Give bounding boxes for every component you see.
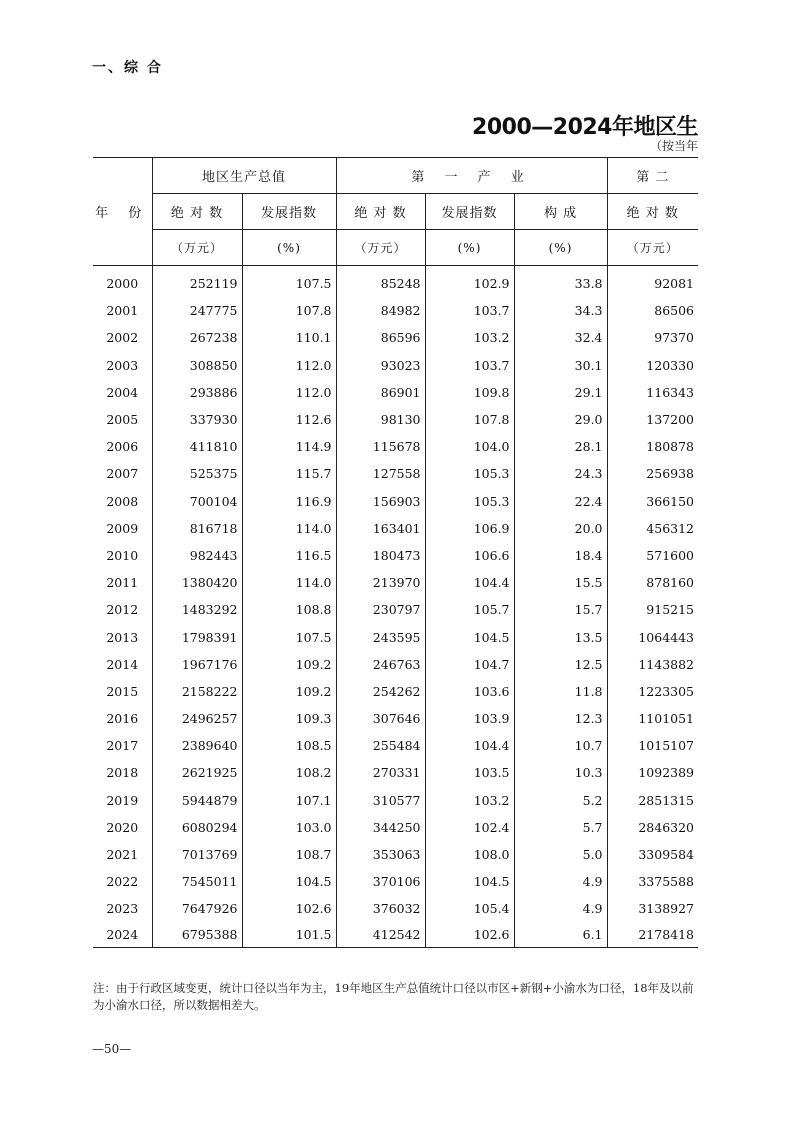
cell-primary-index: 107.8 <box>425 406 514 433</box>
cell-secondary-absolute: 878160 <box>646 575 695 591</box>
table-row <box>93 515 698 542</box>
cell-year: 2019 <box>93 787 152 814</box>
cell-year: 2023 <box>93 895 152 922</box>
cell-gdp-index: 114.0 <box>242 569 336 596</box>
table-row <box>93 923 698 948</box>
cell-primary-share: 12.3 <box>514 705 607 732</box>
cell-gdp-index: 114.9 <box>242 433 336 460</box>
cell-year: 2014 <box>93 651 152 678</box>
cell-primary-index: 104.7 <box>425 651 514 678</box>
cell-gdp-index: 108.2 <box>242 759 336 786</box>
cell-secondary-absolute: 2178418 <box>607 923 698 948</box>
cell-gdp-absolute: 411810 <box>152 433 242 460</box>
unit-primary-absolute: （万元） <box>336 230 425 266</box>
cell-primary-absolute: 370106 <box>336 868 425 895</box>
unit-secondary-absolute: （万元） <box>607 230 698 266</box>
cell-gdp-absolute: 1483292 <box>152 596 242 623</box>
cell-primary-share: 18.4 <box>514 542 607 569</box>
cell-primary-share: 10.7 <box>514 732 607 759</box>
cell-gdp-absolute: 2389640 <box>152 732 242 759</box>
cell-primary-index: 103.5 <box>425 759 514 786</box>
table-row <box>93 759 698 786</box>
cell-primary-index: 104.5 <box>425 623 514 650</box>
cell-gdp-absolute: 525375 <box>152 460 242 487</box>
cell-primary-absolute: 213970 <box>336 569 425 596</box>
table-subtitle: （按当年 <box>649 139 698 153</box>
cell-primary-absolute: 310577 <box>336 787 425 814</box>
table-row <box>93 352 698 379</box>
cell-gdp-index: 108.8 <box>242 596 336 623</box>
table-row <box>93 433 698 460</box>
cell-year: 2005 <box>93 406 152 433</box>
cell-secondary-absolute: 116343 <box>646 384 695 400</box>
cell-primary-absolute: 86596 <box>336 324 425 351</box>
cell-secondary-absolute: 120330 <box>646 357 695 373</box>
cell-primary-absolute: 255484 <box>336 732 425 759</box>
table-row <box>93 678 698 705</box>
table-row <box>93 651 698 678</box>
cell-primary-share: 15.7 <box>514 596 607 623</box>
cell-secondary-absolute: 180878 <box>646 439 695 455</box>
cell-primary-share: 29.0 <box>514 406 607 433</box>
cell-secondary-absolute: 1143882 <box>638 656 695 672</box>
cell-year: 2010 <box>93 542 152 569</box>
cell-primary-absolute: 180473 <box>336 542 425 569</box>
cell-gdp-index: 116.5 <box>242 542 336 569</box>
cell-year: 2017 <box>93 732 152 759</box>
cell-primary-index: 106.9 <box>425 515 514 542</box>
cell-primary-index: 102.9 <box>425 266 514 298</box>
cell-primary-absolute: 254262 <box>336 678 425 705</box>
cell-gdp-index: 115.7 <box>242 460 336 487</box>
cell-primary-share: 20.0 <box>514 515 607 542</box>
cell-primary-index: 108.0 <box>425 841 514 868</box>
cell-gdp-index: 112.6 <box>242 406 336 433</box>
cell-primary-absolute: 376032 <box>336 895 425 922</box>
table-body <box>93 266 698 948</box>
cell-year: 2008 <box>93 488 152 515</box>
cell-secondary-absolute: 137200 <box>646 412 695 428</box>
cell-secondary-absolute: 256938 <box>646 466 695 482</box>
cell-primary-share: 5.0 <box>514 841 607 868</box>
cell-gdp-index: 108.7 <box>242 841 336 868</box>
cell-gdp-index: 104.5 <box>242 868 336 895</box>
cell-primary-share: 30.1 <box>514 352 607 379</box>
cell-year: 2024 <box>93 923 152 948</box>
cell-secondary-absolute: 456312 <box>646 520 695 536</box>
cell-gdp-index: 107.1 <box>242 787 336 814</box>
cell-primary-share: 4.9 <box>514 868 607 895</box>
cell-primary-share: 24.3 <box>514 460 607 487</box>
cell-primary-index: 103.9 <box>425 705 514 732</box>
cell-year: 2004 <box>93 379 152 406</box>
page-number: —50— <box>92 1042 132 1056</box>
table-row <box>93 623 698 650</box>
cell-secondary-absolute: 366150 <box>646 493 695 509</box>
cell-gdp-absolute: 7545011 <box>152 868 242 895</box>
cell-gdp-absolute: 252119 <box>152 266 242 298</box>
cell-year: 2006 <box>93 433 152 460</box>
cell-gdp-absolute: 1380420 <box>152 569 242 596</box>
header-primary-absolute: 绝 对 数 <box>336 194 425 230</box>
cell-primary-share: 33.8 <box>514 266 607 298</box>
table-row <box>93 297 698 324</box>
cell-secondary-absolute: 92081 <box>654 276 695 292</box>
cell-gdp-absolute: 6080294 <box>152 814 242 841</box>
table-row <box>93 542 698 569</box>
cell-gdp-index: 110.1 <box>242 324 336 351</box>
cell-primary-index: 103.2 <box>425 324 514 351</box>
cell-gdp-absolute: 700104 <box>152 488 242 515</box>
cell-primary-absolute: 127558 <box>336 460 425 487</box>
cell-secondary-absolute: 3309584 <box>638 847 695 863</box>
cell-year: 2015 <box>93 678 152 705</box>
cell-gdp-index: 101.5 <box>242 923 336 948</box>
header-group-gdp: 地区生产总值 <box>152 158 336 194</box>
header-group-primary-industry: 第 一 产 业 <box>336 158 607 194</box>
header-primary-share: 构 成 <box>514 194 607 230</box>
cell-primary-index: 103.2 <box>425 787 514 814</box>
unit-gdp-index: (%) <box>242 230 336 266</box>
cell-gdp-index: 112.0 <box>242 352 336 379</box>
cell-gdp-absolute: 2621925 <box>152 759 242 786</box>
cell-primary-absolute: 412542 <box>336 923 425 948</box>
cell-year: 2009 <box>93 515 152 542</box>
table-title: 2000—2024年地区生 <box>472 115 698 140</box>
cell-primary-absolute: 344250 <box>336 814 425 841</box>
cell-gdp-absolute: 293886 <box>152 379 242 406</box>
cell-year: 2002 <box>93 324 152 351</box>
cell-gdp-absolute: 2158222 <box>152 678 242 705</box>
cell-secondary-absolute: 2846320 <box>638 819 695 835</box>
cell-primary-share: 13.5 <box>514 623 607 650</box>
cell-gdp-index: 112.0 <box>242 379 336 406</box>
table-row <box>93 379 698 406</box>
cell-secondary-absolute: 571600 <box>646 547 695 563</box>
header-primary-index: 发展指数 <box>425 194 514 230</box>
header-row-groups <box>93 158 698 194</box>
header-gdp-absolute: 绝 对 数 <box>152 194 242 230</box>
header-row-measures <box>93 194 698 230</box>
cell-secondary-absolute: 1223305 <box>638 683 695 699</box>
cell-gdp-index: 116.9 <box>242 488 336 515</box>
cell-year: 2001 <box>93 297 152 324</box>
gdp-statistics-table <box>93 157 698 948</box>
cell-primary-share: 5.2 <box>514 787 607 814</box>
header-gdp-index: 发展指数 <box>242 194 336 230</box>
cell-secondary-absolute: 97370 <box>654 330 695 346</box>
cell-year: 2018 <box>93 759 152 786</box>
section-heading: 一、综 合 <box>92 60 163 76</box>
table-row <box>93 705 698 732</box>
cell-primary-index: 105.4 <box>425 895 514 922</box>
cell-year: 2022 <box>93 868 152 895</box>
cell-secondary-absolute: 1092389 <box>638 765 695 781</box>
table-row <box>93 569 698 596</box>
cell-primary-absolute: 86901 <box>336 379 425 406</box>
cell-gdp-absolute: 2496257 <box>152 705 242 732</box>
cell-gdp-absolute: 1967176 <box>152 651 242 678</box>
cell-primary-index: 105.3 <box>425 488 514 515</box>
cell-secondary-absolute: 915215 <box>646 602 695 618</box>
cell-gdp-absolute: 247775 <box>152 297 242 324</box>
cell-gdp-index: 114.0 <box>242 515 336 542</box>
cell-year: 2011 <box>93 569 152 596</box>
cell-primary-absolute: 243595 <box>336 623 425 650</box>
cell-primary-index: 109.8 <box>425 379 514 406</box>
cell-gdp-index: 109.2 <box>242 678 336 705</box>
cell-primary-share: 6.1 <box>514 923 607 948</box>
cell-year: 2016 <box>93 705 152 732</box>
cell-gdp-absolute: 337930 <box>152 406 242 433</box>
cell-secondary-absolute: 86506 <box>654 303 695 319</box>
cell-primary-absolute: 156903 <box>336 488 425 515</box>
cell-primary-index: 104.4 <box>425 569 514 596</box>
cell-primary-share: 29.1 <box>514 379 607 406</box>
table-row <box>93 841 698 868</box>
cell-gdp-absolute: 308850 <box>152 352 242 379</box>
cell-primary-share: 12.5 <box>514 651 607 678</box>
header-secondary-absolute: 绝 对 数 <box>607 194 698 230</box>
table-row <box>93 895 698 922</box>
cell-gdp-absolute: 6795388 <box>152 923 242 948</box>
cell-gdp-absolute: 5944879 <box>152 787 242 814</box>
cell-primary-absolute: 307646 <box>336 705 425 732</box>
cell-primary-share: 4.9 <box>514 895 607 922</box>
table-header <box>93 158 698 266</box>
cell-primary-index: 102.6 <box>425 923 514 948</box>
cell-primary-share: 15.5 <box>514 569 607 596</box>
cell-gdp-index: 108.5 <box>242 732 336 759</box>
cell-gdp-absolute: 1798391 <box>152 623 242 650</box>
cell-gdp-index: 107.8 <box>242 297 336 324</box>
unit-primary-share: (%) <box>514 230 607 266</box>
cell-primary-index: 102.4 <box>425 814 514 841</box>
unit-gdp-absolute: （万元） <box>152 230 242 266</box>
cell-year: 2007 <box>93 460 152 487</box>
table-row <box>93 596 698 623</box>
header-year: 年 份 <box>93 158 152 266</box>
table-row <box>93 732 698 759</box>
cell-secondary-absolute: 2851315 <box>638 792 695 808</box>
cell-year: 2012 <box>93 596 152 623</box>
cell-gdp-absolute: 982443 <box>152 542 242 569</box>
cell-gdp-index: 109.2 <box>242 651 336 678</box>
cell-primary-share: 5.7 <box>514 814 607 841</box>
cell-primary-absolute: 163401 <box>336 515 425 542</box>
cell-primary-share: 34.3 <box>514 297 607 324</box>
cell-primary-index: 103.7 <box>425 297 514 324</box>
cell-gdp-index: 103.0 <box>242 814 336 841</box>
header-row-units <box>93 230 698 266</box>
cell-gdp-index: 107.5 <box>242 266 336 298</box>
cell-primary-share: 10.3 <box>514 759 607 786</box>
table-row <box>93 814 698 841</box>
cell-primary-index: 106.6 <box>425 542 514 569</box>
cell-primary-share: 22.4 <box>514 488 607 515</box>
cell-primary-absolute: 93023 <box>336 352 425 379</box>
table-row <box>93 488 698 515</box>
cell-primary-absolute: 270331 <box>336 759 425 786</box>
cell-primary-index: 103.6 <box>425 678 514 705</box>
cell-gdp-index: 102.6 <box>242 895 336 922</box>
table-row <box>93 868 698 895</box>
cell-primary-absolute: 84982 <box>336 297 425 324</box>
cell-primary-index: 105.7 <box>425 596 514 623</box>
footnote: 注：由于行政区域变更，统计口径以当年为主，19年地区生产总值统计口径以市区+新钢+小渝水为口径，18年及以前为小渝水口径，所以数据相差大。 <box>93 981 694 1012</box>
table-row <box>93 787 698 814</box>
cell-year: 2013 <box>93 623 152 650</box>
cell-secondary-absolute: 1015107 <box>638 738 695 754</box>
cell-year: 2021 <box>93 841 152 868</box>
cell-primary-absolute: 230797 <box>336 596 425 623</box>
cell-primary-share: 32.4 <box>514 324 607 351</box>
table-row <box>93 266 698 298</box>
cell-gdp-absolute: 7647926 <box>152 895 242 922</box>
cell-primary-share: 28.1 <box>514 433 607 460</box>
cell-primary-absolute: 353063 <box>336 841 425 868</box>
cell-year: 2020 <box>93 814 152 841</box>
cell-primary-index: 104.4 <box>425 732 514 759</box>
cell-primary-absolute: 115678 <box>336 433 425 460</box>
cell-primary-share: 11.8 <box>514 678 607 705</box>
cell-primary-index: 104.0 <box>425 433 514 460</box>
cell-primary-index: 104.5 <box>425 868 514 895</box>
cell-primary-absolute: 85248 <box>336 266 425 298</box>
unit-primary-index: (%) <box>425 230 514 266</box>
cell-gdp-absolute: 7013769 <box>152 841 242 868</box>
table-row <box>93 406 698 433</box>
cell-gdp-index: 109.3 <box>242 705 336 732</box>
cell-primary-index: 103.7 <box>425 352 514 379</box>
table-row <box>93 460 698 487</box>
cell-year: 2000 <box>93 266 152 298</box>
cell-secondary-absolute: 1064443 <box>638 629 695 645</box>
cell-secondary-absolute: 3375588 <box>638 874 695 890</box>
cell-gdp-absolute: 267238 <box>152 324 242 351</box>
cell-primary-index: 105.3 <box>425 460 514 487</box>
cell-gdp-absolute: 816718 <box>152 515 242 542</box>
table-row <box>93 324 698 351</box>
cell-year: 2003 <box>93 352 152 379</box>
cell-secondary-absolute: 3138927 <box>638 901 695 917</box>
cell-gdp-index: 107.5 <box>242 623 336 650</box>
header-group-secondary-industry: 第 二 <box>607 158 698 194</box>
cell-secondary-absolute: 1101051 <box>638 711 695 727</box>
cell-primary-absolute: 98130 <box>336 406 425 433</box>
cell-primary-absolute: 246763 <box>336 651 425 678</box>
